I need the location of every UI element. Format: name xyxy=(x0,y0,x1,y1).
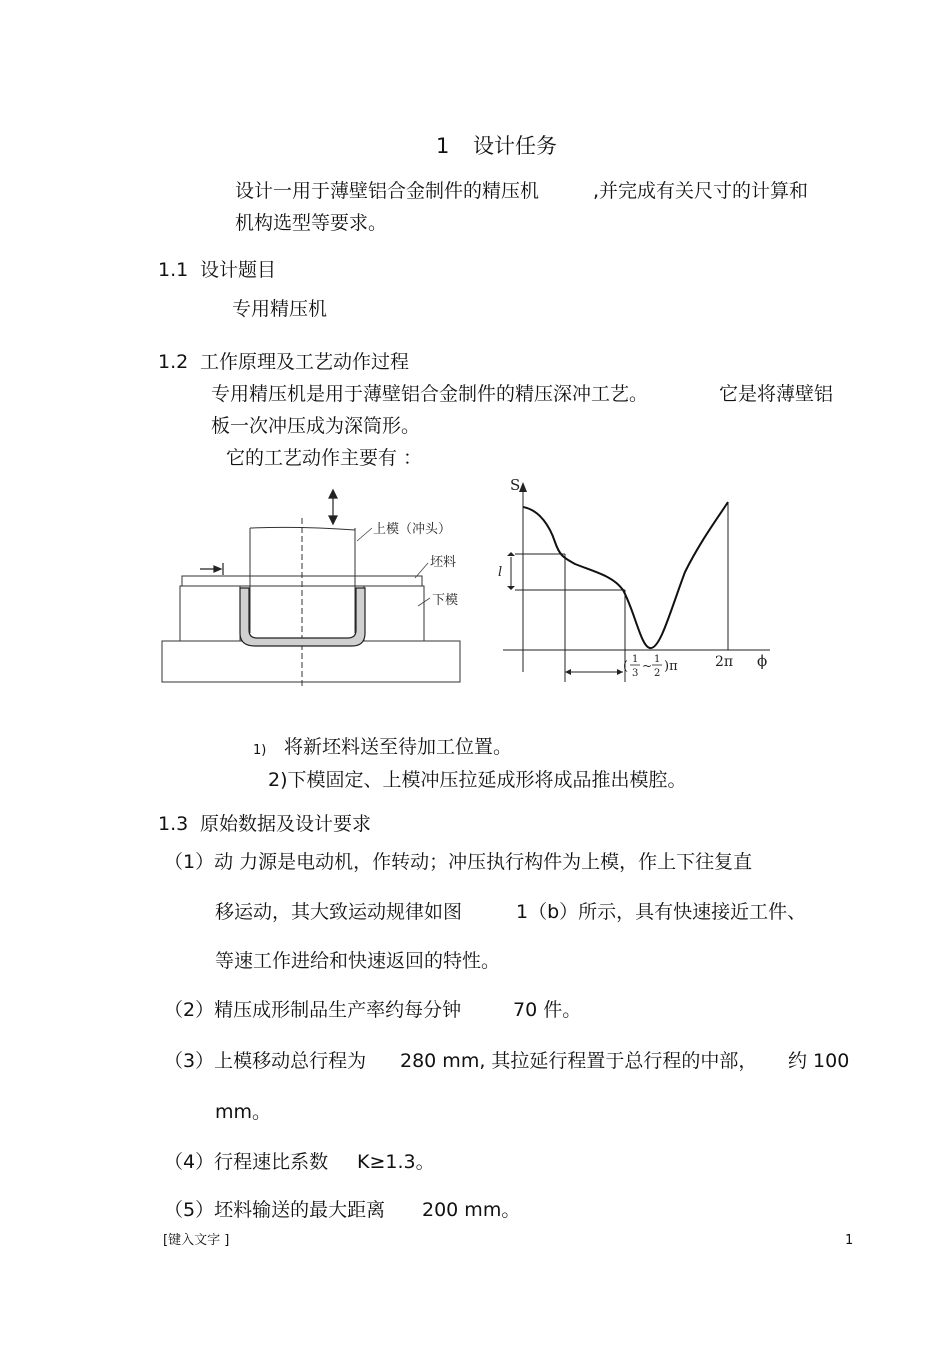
die-assembly-figure xyxy=(160,478,470,688)
motion-curve-figure xyxy=(495,472,785,687)
range-close: )π xyxy=(664,659,678,674)
req-5-value: 200 mm。 xyxy=(422,1199,521,1221)
step-1-number: 1) xyxy=(253,743,267,758)
frac1-num: 1 xyxy=(632,654,639,665)
range-open: ( xyxy=(623,659,629,674)
req-4-text: （4）行程速比系数 xyxy=(164,1151,329,1173)
section-1-2-heading: 工作原理及工艺动作过程 xyxy=(200,351,410,373)
intro-line-1-cont: ,并完成有关尺寸的计算和 xyxy=(593,180,809,202)
req-1-line-1: （1）动 力源是电动机，作转动；冲压执行构件为上模，作上下往复直 xyxy=(164,851,753,873)
bed-plate xyxy=(162,641,460,682)
req-1-line-3: 等速工作进给和快速返回的特性。 xyxy=(215,950,501,972)
frac1-den: 3 xyxy=(632,668,639,679)
upper-die-label: 上模（冲头） xyxy=(373,522,452,537)
feed-arrow xyxy=(200,563,223,575)
footer-placeholder: [键入文字 ] xyxy=(163,1233,230,1248)
req-3-text: （3）上模移动总行程为 xyxy=(164,1050,367,1072)
range-tilde: ~ xyxy=(642,659,653,673)
req-1-line-2b: 1（b）所示，具有快速接近工件、 xyxy=(516,901,807,923)
section-1-3-heading: 原始数据及设计要求 xyxy=(200,813,372,835)
lower-die-label: 下模 xyxy=(432,593,459,608)
phi-label: ϕ xyxy=(757,652,768,670)
req-4-value: K≥1.3。 xyxy=(357,1151,435,1173)
section-number: 1 xyxy=(436,134,450,158)
principle-line-1a: 专用精压机是用于薄壁铝合金制件的精压深冲工艺。 xyxy=(211,383,649,405)
stroke-l-label: l xyxy=(498,565,503,580)
two-pi-label: 2π xyxy=(715,654,734,670)
blank-label: 坯料 xyxy=(430,555,457,570)
section-1-1-heading: 设计题目 xyxy=(200,259,277,281)
req-1-line-2a: 移运动，其大致运动规律如图 xyxy=(215,901,463,923)
req-3-value-2: 约 100 xyxy=(788,1050,850,1072)
req-3-unit: mm。 xyxy=(215,1101,272,1123)
step-1-text: 将新坯料送至待加工位置。 xyxy=(284,736,513,758)
req-5-text: （5）坯料输送的最大距离 xyxy=(164,1199,386,1221)
req-3-value: 280 mm, 其拉延行程置于总行程的中部， xyxy=(400,1050,758,1072)
req-2-text: （2）精压成形制品生产率约每分钟 xyxy=(164,999,462,1021)
principle-line-2: 板一次冲压成为深筒形。 xyxy=(211,415,421,437)
principle-line-1b: 它是将薄壁铝 xyxy=(719,383,834,405)
section-1-1-number: 1.1 xyxy=(158,259,189,281)
page-number: 1 xyxy=(845,1233,854,1248)
req-2-value: 70 件。 xyxy=(513,999,582,1021)
intro-line-2: 机构选型等要求。 xyxy=(235,212,388,234)
intro-line-1: 设计一用于薄壁铝合金制件的精压机 xyxy=(235,180,540,202)
page-title: 设计任务 xyxy=(473,134,557,158)
principle-line-3: 它的工艺动作主要有 ： xyxy=(226,447,423,469)
frac2-den: 2 xyxy=(654,668,661,679)
section-1-2-number: 1.2 xyxy=(158,351,189,373)
design-topic: 专用精压机 xyxy=(232,298,328,320)
s-axis-label: S xyxy=(510,476,521,494)
step-2-text: 2)下模固定、上模冲压拉延成形将成品推出模腔。 xyxy=(268,769,687,791)
section-1-3-number: 1.3 xyxy=(158,813,189,835)
frac2-num: 1 xyxy=(654,654,661,665)
